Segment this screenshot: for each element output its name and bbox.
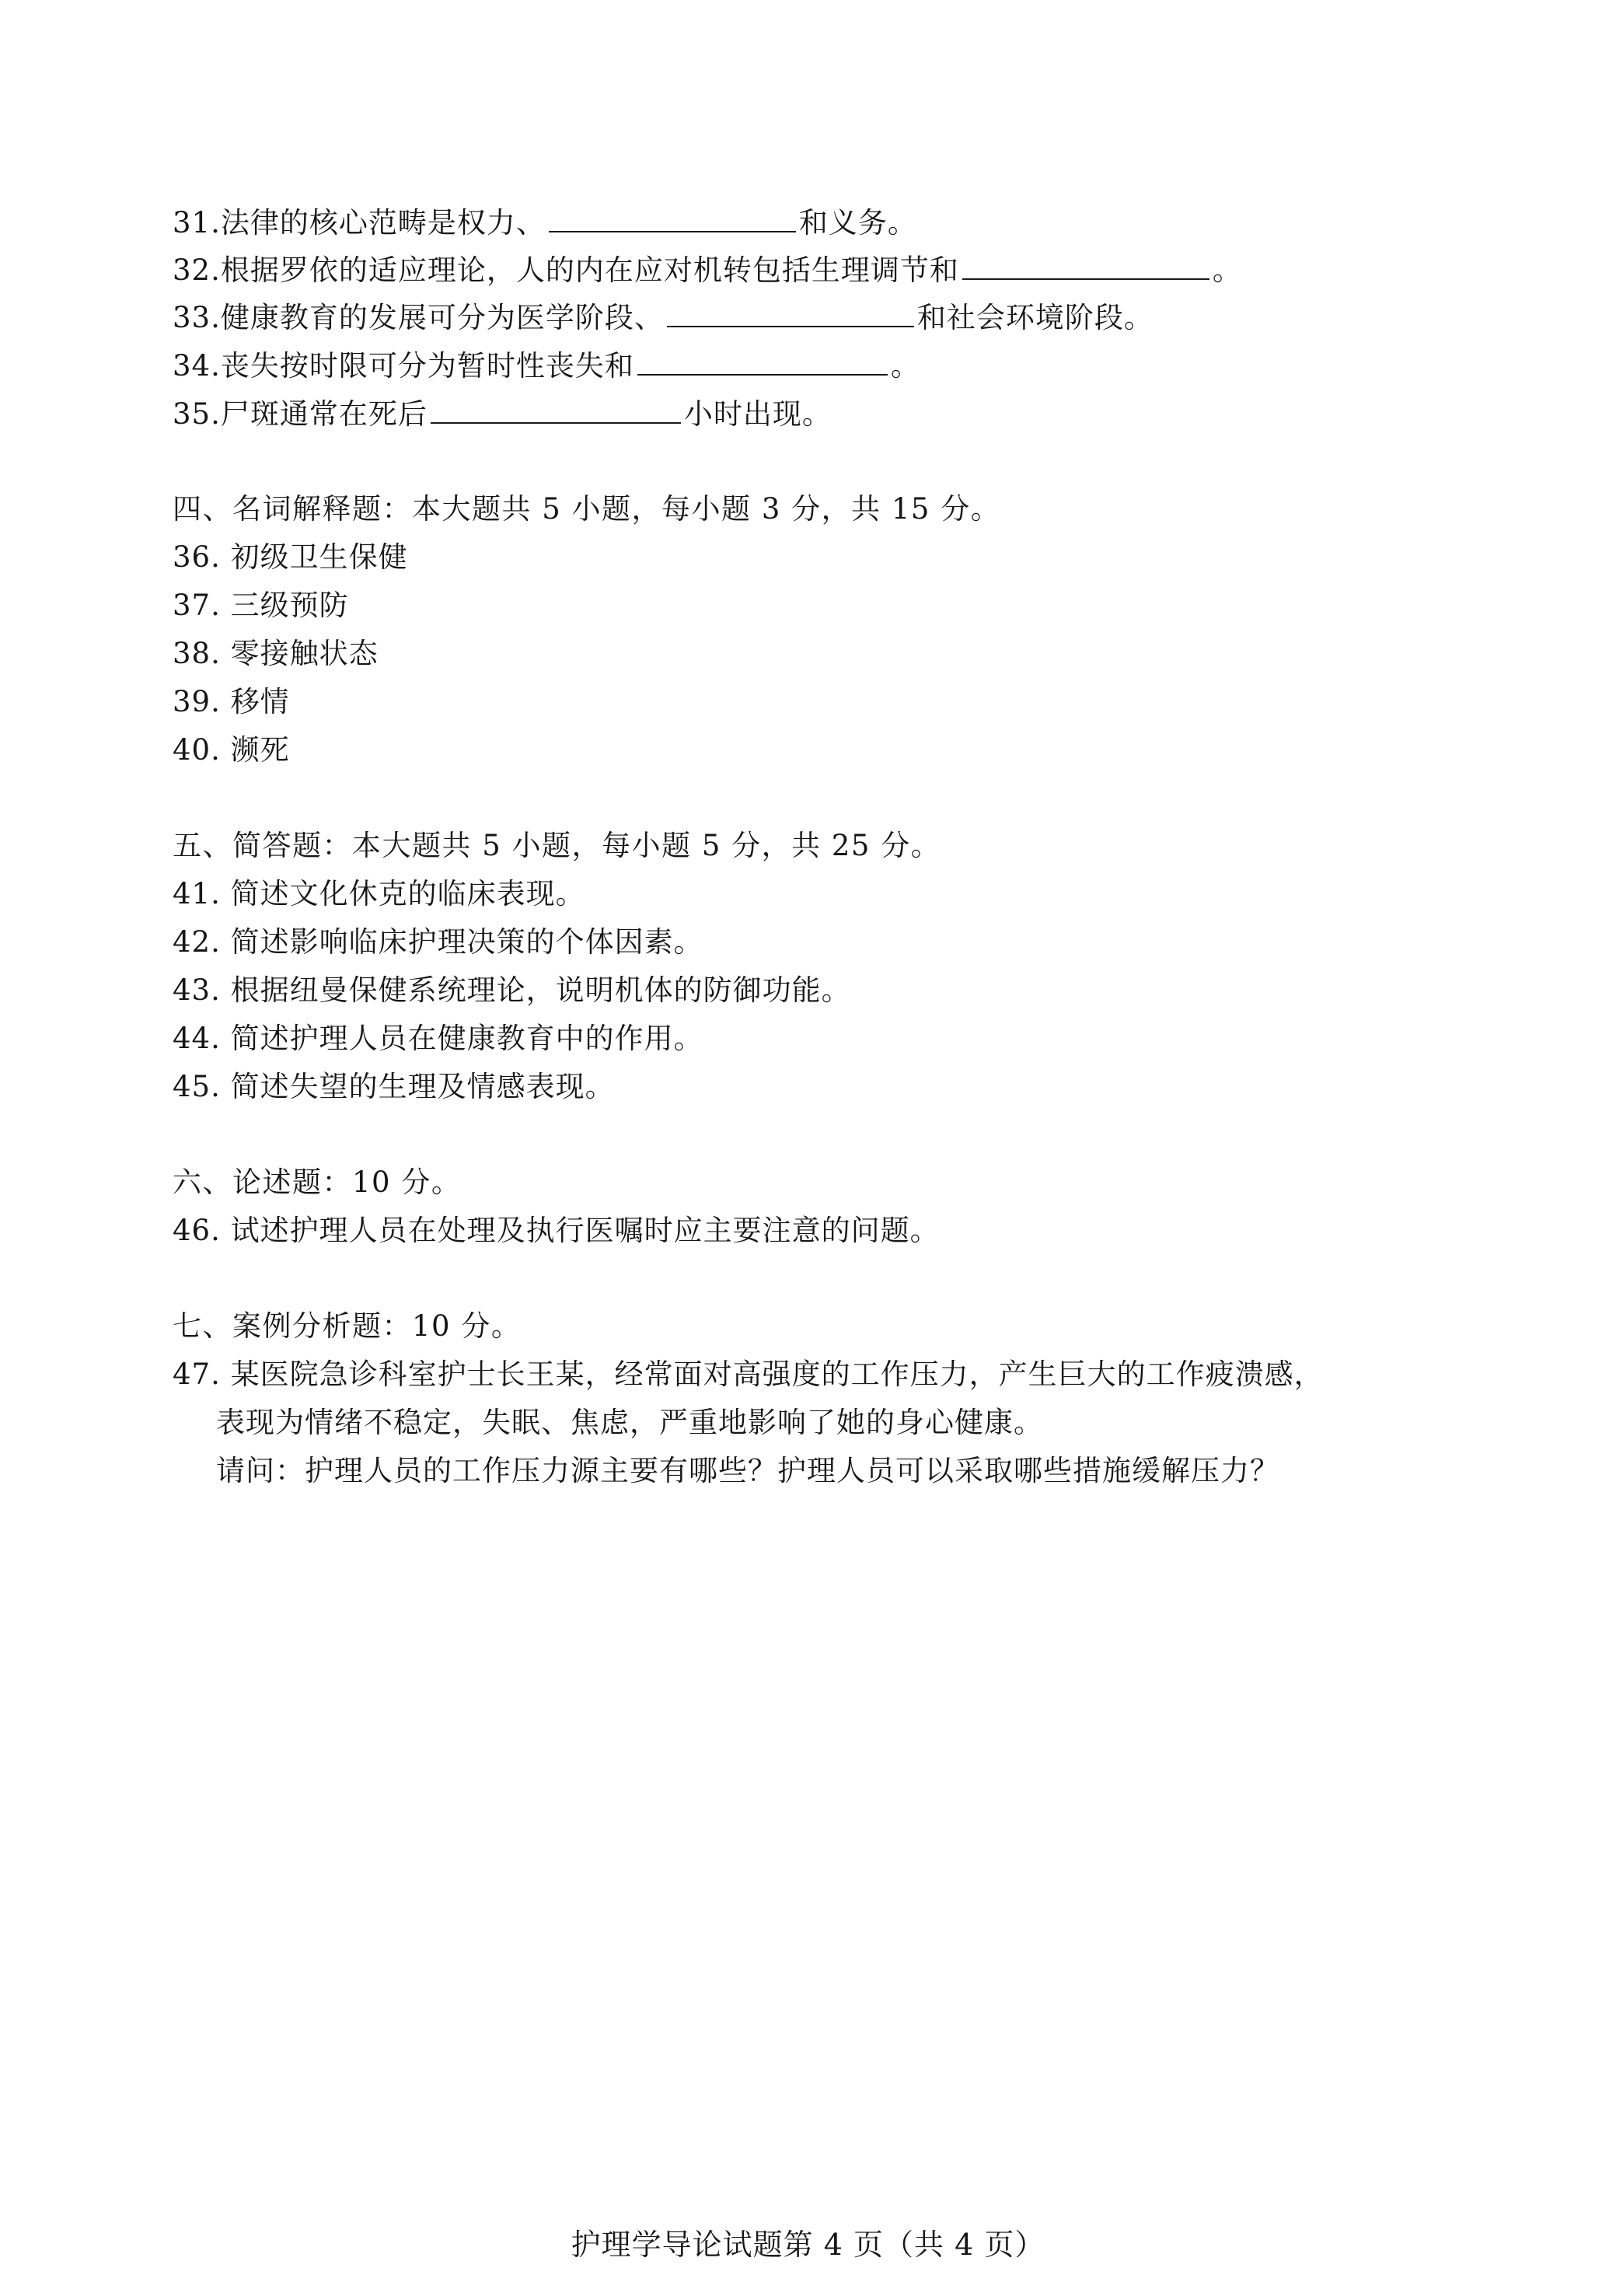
question-35: [173, 395, 832, 434]
question-45: 45. 简述失望的生理及情感表现。: [173, 1070, 615, 1103]
question-47: 47. 某医院急诊科室护士长王某，经常面对高强度的工作压力，产生巨大的工作疲溃感，: [173, 1358, 1324, 1391]
question-text: 法律的核心范畴是权力、: [220, 206, 546, 239]
answer-blank[interactable]: [549, 206, 796, 232]
page-footer: 护理学导论试题第 4 页（共 4 页）: [571, 2228, 1045, 2262]
answer-blank[interactable]: [667, 301, 914, 327]
question-43: 43. 根据纽曼保健系统理论，说明机体的防御功能。: [173, 973, 851, 1007]
question-47-prompt: 请问：护理人员的工作压力源主要有哪些？护理人员可以采取哪些措施缓解压力？: [216, 1454, 1279, 1487]
question-42: 42. 简述影响临床护理决策的个体因素。: [173, 925, 703, 959]
question-40: 40. 濒死: [173, 733, 290, 767]
section-6-heading: 六、论述题：10 分。: [173, 1165, 462, 1199]
question-number: 35.: [173, 397, 221, 431]
question-text: 根据罗依的适应理论，人的内在应对机转包括生理调节和: [220, 253, 959, 287]
question-41: 41. 简述文化休克的临床表现。: [173, 877, 585, 910]
question-number: 34.: [173, 349, 221, 383]
question-text-after: 小时出现。: [683, 397, 832, 431]
question-39: 39. 移情: [173, 685, 290, 718]
section-4-heading: 四、名词解释题：本大题共 5 小题，每小题 3 分，共 15 分。: [173, 492, 1001, 526]
question-text-after: 和义务。: [798, 206, 917, 239]
question-text: 丧失按时限可分为暂时性丧失和: [220, 349, 634, 383]
question-38: 38. 零接触状态: [173, 637, 379, 670]
question-32: [173, 251, 1242, 290]
question-44: 44. 简述护理人员在健康教育中的作用。: [173, 1022, 703, 1055]
question-47-continuation: 表现为情绪不稳定，失眠、焦虑，严重地影响了她的身心健康。: [216, 1406, 1043, 1439]
question-number: 31.: [173, 206, 221, 239]
question-text-after: 。: [1212, 253, 1242, 287]
question-text: 尸斑通常在死后: [220, 397, 428, 431]
question-33: [173, 299, 1154, 337]
question-36: 36. 初级卫生保健: [173, 540, 408, 574]
question-text-after: 和社会环境阶段。: [916, 301, 1154, 334]
question-number: 32.: [173, 253, 221, 287]
answer-blank[interactable]: [431, 397, 681, 424]
question-number: 33.: [173, 301, 221, 334]
answer-blank[interactable]: [962, 253, 1209, 280]
section-7-heading: 七、案例分析题：10 分。: [173, 1309, 522, 1343]
question-text: 健康教育的发展可分为医学阶段、: [220, 301, 664, 334]
question-34: [173, 347, 920, 386]
section-5-heading: 五、简答题：本大题共 5 小题，每小题 5 分，共 25 分。: [173, 829, 941, 862]
question-31: [173, 204, 917, 243]
question-text-after: 。: [890, 349, 920, 383]
answer-blank[interactable]: [637, 349, 888, 376]
question-37: 37. 三级预防: [173, 589, 349, 622]
question-46: 46. 试述护理人员在处理及执行医嘱时应主要注意的问题。: [173, 1214, 940, 1247]
